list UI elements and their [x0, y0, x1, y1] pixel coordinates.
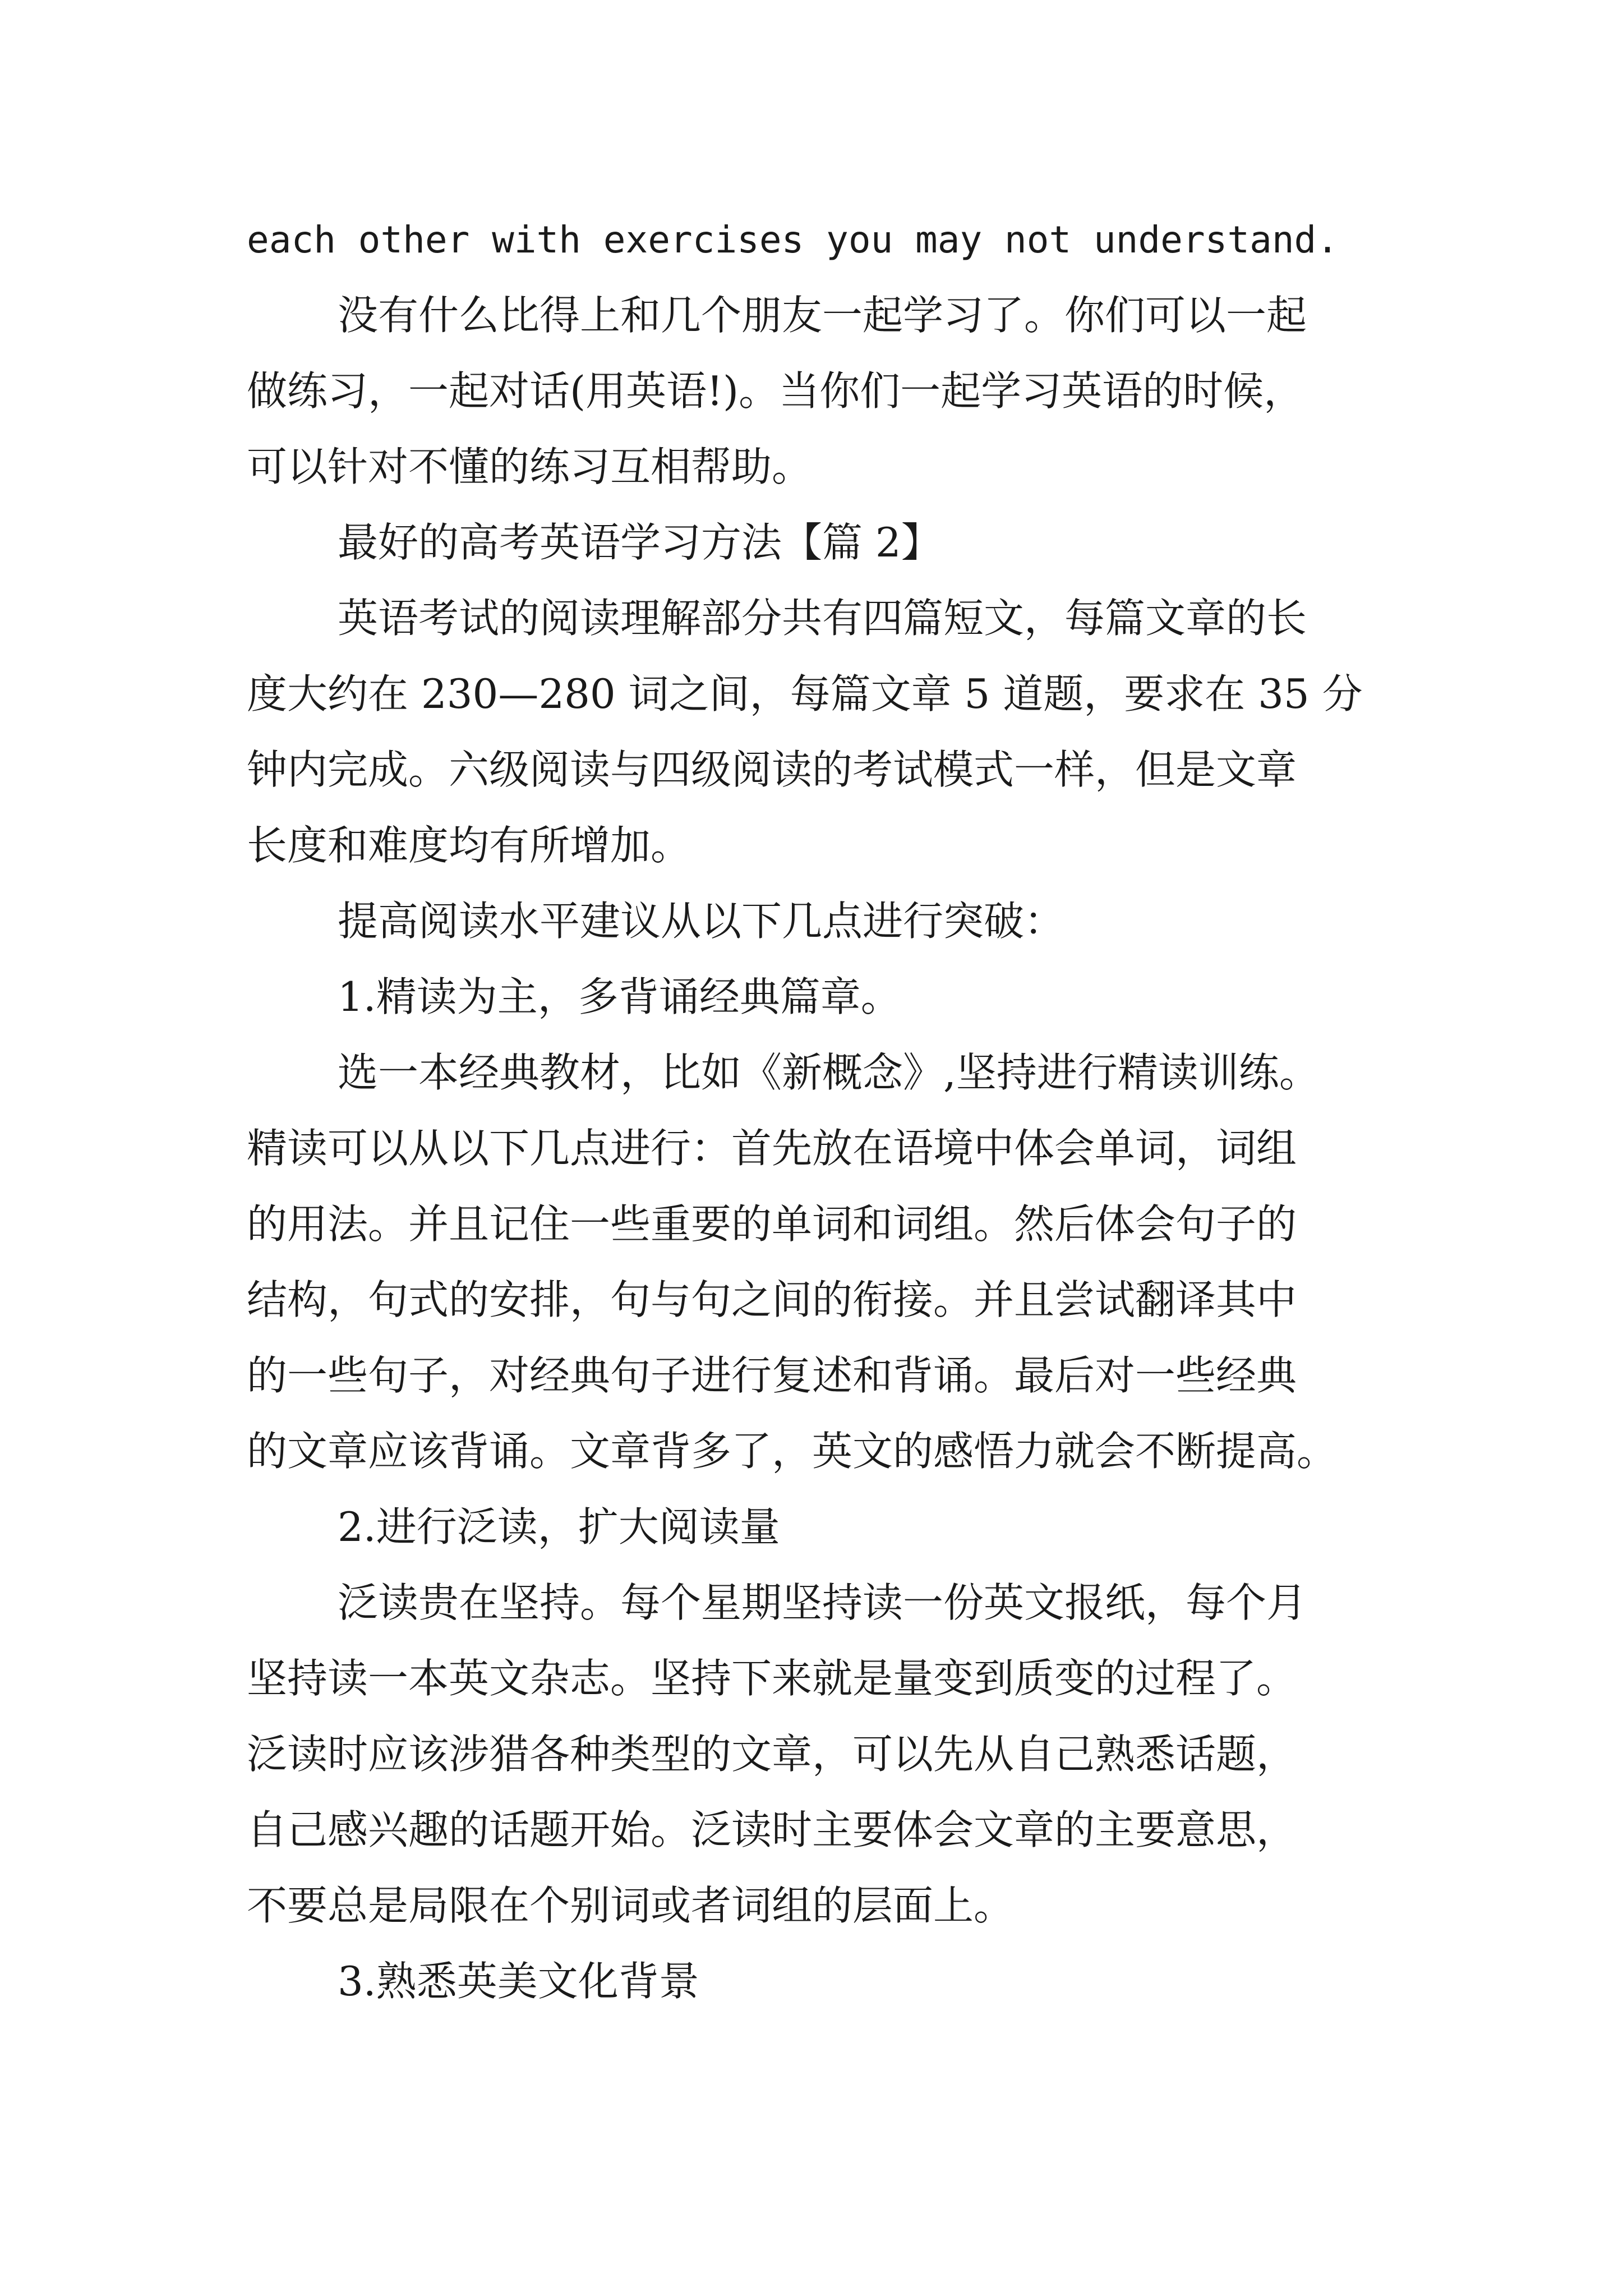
subheading-2: 2.进行泛读，扩大阅读量 — [338, 1503, 780, 1550]
text-line: 精读可以从以下几点进行：首先放在语境中体会单词，词组 — [247, 1125, 1297, 1172]
text-line: 的一些句子，对经典句子进行复述和背诵。最后对一些经典 — [247, 1352, 1297, 1399]
document-body — [247, 202, 1385, 2019]
text-line: 做练习，一起对话(用英语!)。当你们一起学习英语的时候， — [247, 367, 1304, 415]
text-line: 坚持读一本英文杂志。坚持下来就是量变到质变的过程了。 — [247, 1655, 1297, 1702]
subheading-1: 1.精读为主，多背诵经典篇章。 — [338, 973, 901, 1020]
subheading-3: 3.熟悉英美文化背景 — [338, 1958, 699, 2005]
paragraph-line: 英语考试的阅读理解部分共有四篇短文，每篇文章的长 — [338, 595, 1307, 642]
paragraph-line: 提高阅读水平建议从以下几点进行突破： — [338, 898, 1065, 945]
text-line: 泛读时应该涉猎各种类型的文章，可以先从自己熟悉话题， — [247, 1731, 1297, 1778]
text-line: 钟内完成。六级阅读与四级阅读的考试模式一样，但是文章 — [247, 746, 1297, 793]
text-line: 不要总是局限在个别词或者词组的层面上。 — [247, 1882, 1015, 1929]
paragraph-line: 泛读贵在坚持。每个星期坚持读一份英文报纸，每个月 — [338, 1579, 1307, 1626]
text-line: 的文章应该背诵。文章背多了，英文的感悟力就会不断提高。 — [247, 1428, 1338, 1475]
text-line: 度大约在 230—280 词之间，每篇文章 5 道题，要求在 35 分 — [247, 670, 1363, 717]
text-line: 可以针对不懂的练习互相帮助。 — [247, 443, 813, 490]
text-line: 长度和难度均有所增加。 — [247, 822, 691, 869]
text-line: 结构，句式的安排，句与句之间的衔接。并且尝试翻译其中 — [247, 1276, 1297, 1323]
text-line: each other with exercises you may not understand. — [247, 218, 1339, 261]
section-heading: 最好的高考英语学习方法【篇 2】 — [338, 519, 942, 566]
paragraph-line: 没有什么比得上和几个朋友一起学习了。你们可以一起 — [338, 292, 1307, 339]
paragraph-line: 选一本经典教材，比如《新概念》,坚持进行精读训练。 — [338, 1049, 1320, 1096]
text-line: 自己感兴趣的话题开始。泛读时主要体会文章的主要意思， — [247, 1806, 1297, 1853]
text-line: 的用法。并且记住一些重要的单词和词组。然后体会句子的 — [247, 1200, 1297, 1248]
